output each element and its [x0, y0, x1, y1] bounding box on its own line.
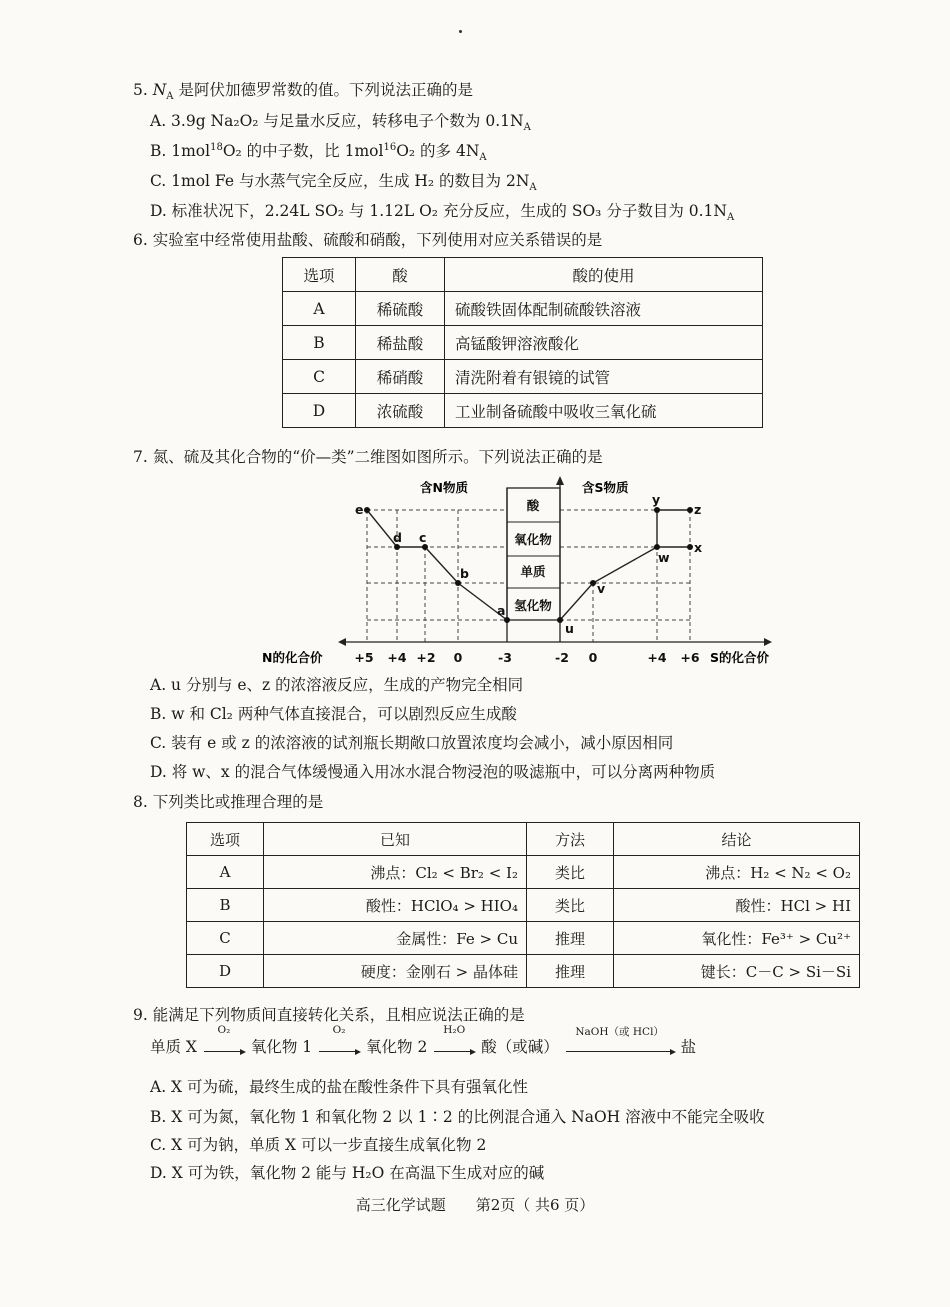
q8-table — [186, 822, 860, 988]
label-b: b — [460, 566, 469, 581]
point-y — [654, 507, 660, 513]
table-cell: D — [187, 955, 264, 988]
table-row — [283, 360, 763, 394]
q8-header-method: 方法 — [527, 823, 614, 856]
table-cell: 稀硫酸 — [356, 292, 445, 326]
table-row — [187, 856, 860, 889]
table-cell: C — [283, 360, 356, 394]
label-d: d — [393, 530, 402, 545]
n-axis-title: N的化合价 — [262, 650, 323, 665]
n-axis-arrow — [338, 638, 346, 646]
q8-header-option: 选项 — [187, 823, 264, 856]
label-c: c — [419, 530, 427, 545]
table-cell: 沸点：Cl₂ < Br₂ < I₂ — [264, 856, 527, 889]
s-axis-right-arrow — [764, 638, 772, 646]
point-z — [687, 507, 693, 513]
table-cell: B — [187, 889, 264, 922]
point-v — [590, 580, 596, 586]
arrow-o2-2 — [317, 1024, 361, 1056]
tick-s-0: 0 — [588, 650, 598, 665]
table-row — [187, 955, 860, 988]
label-a: a — [497, 603, 506, 618]
table-row — [187, 889, 860, 922]
q7-option-d: D. 将 w、x 的混合气体缓慢通入用冰水混合物浸泡的吸滤瓶中，可以分离两种物质 — [150, 763, 716, 781]
tick-n-plus4: +4 — [387, 650, 407, 665]
table-row — [283, 292, 763, 326]
table-cell: A — [283, 292, 356, 326]
table-cell: 沸点：H₂ < N₂ < O₂ — [614, 856, 860, 889]
q9-stem: 9. 能满足下列物质间直接转化关系，且相应说法正确的是 — [133, 1006, 525, 1024]
table-cell: 类比 — [527, 856, 614, 889]
arrow-h2o — [432, 1024, 476, 1056]
q7-option-a: A. u 分别与 e、z 的浓溶液反应，生成的产物完全相同 — [150, 676, 524, 694]
s-title: 含S物质 — [582, 480, 629, 495]
tick-n-minus3: -3 — [498, 650, 512, 665]
scan-dot — [459, 30, 462, 33]
label-e: e — [355, 502, 364, 517]
table-cell: 酸性：HCl > HI — [614, 889, 860, 922]
table-row — [187, 922, 860, 955]
table-cell: 工业制备硫酸中吸收三氧化硫 — [445, 394, 763, 428]
category-hydride: 氢化物 — [514, 598, 552, 613]
q9-option-c: C. X 可为钠，单质 X 可以一步直接生成氧化物 2 — [150, 1136, 487, 1154]
s-axis-title: S的化合价 — [710, 650, 770, 665]
s-axis-arrow — [556, 476, 564, 485]
conversion-equation — [150, 1024, 697, 1057]
point-e — [364, 507, 370, 513]
q5-option-b: B. 1mol$^{18}$O₂ 的中子数，比 1mol$^{16}$O₂ 的多 $4N_A$ — [150, 141, 487, 164]
arrow-o2-1 — [202, 1024, 246, 1056]
q8-header-known: 已知 — [264, 823, 527, 856]
label-y: y — [652, 492, 661, 507]
q9-option-a: A. X 可为硫，最终生成的盐在酸性条件下具有强氧化性 — [150, 1078, 529, 1096]
q6-header-option: 选项 — [283, 258, 356, 292]
q5-option-d: D. 标准状况下，2.24L SO₂ 与 1.12L O₂ 充分反应，生成的 SO₃ 分子数目为 $0.1N_A$ — [150, 202, 735, 224]
table-row — [283, 326, 763, 360]
q6-table — [282, 257, 763, 428]
table-cell: 类比 — [527, 889, 614, 922]
q5-option-c: C. 1mol Fe 与水蒸气完全反应，生成 H₂ 的数目为 $2N_A$ — [150, 172, 537, 194]
q7-stem: 7. 氮、硫及其化合物的“价—类”二维图如图所示。下列说法正确的是 — [133, 448, 603, 466]
tick-n-plus2: +2 — [416, 650, 436, 665]
tick-s-plus6: +6 — [680, 650, 700, 665]
label-z: z — [694, 502, 702, 517]
table-cell: 硫酸铁固体配制硫酸铁溶液 — [445, 292, 763, 326]
q9-option-d: D. X 可为铁，氧化物 2 能与 H₂O 在高温下生成对应的碱 — [150, 1164, 545, 1182]
q7-option-b: B. w 和 Cl₂ 两种气体直接混合，可以剧烈反应生成酸 — [150, 705, 517, 723]
valence-class-diagram — [220, 470, 790, 675]
arrow-label: H₂O — [443, 1024, 466, 1036]
n-grid — [367, 510, 507, 642]
table-cell: 氧化性：Fe³⁺ > Cu²⁺ — [614, 922, 860, 955]
table-cell: 推理 — [527, 922, 614, 955]
arrow-label: O₂ — [332, 1024, 346, 1036]
table-cell: 硬度：金刚石 > 晶体硅 — [264, 955, 527, 988]
point-u — [557, 617, 563, 623]
table-cell: C — [187, 922, 264, 955]
q8-stem: 8. 下列类比或推理合理的是 — [133, 793, 324, 811]
category-element: 单质 — [520, 564, 546, 579]
n-trend-line — [367, 510, 507, 620]
arrow-label: O₂ — [217, 1024, 231, 1036]
eq-salt: 盐 — [680, 1038, 697, 1056]
table-cell: 浓硫酸 — [356, 394, 445, 428]
arrow-naoh — [564, 1026, 676, 1056]
table-cell: 稀硝酸 — [356, 360, 445, 394]
q7-option-c: C. 装有 e 或 z 的浓溶液的试剂瓶长期敞口放置浓度均会减小，减小原因相同 — [150, 734, 674, 752]
table-cell: D — [283, 394, 356, 428]
point-x — [687, 544, 693, 550]
label-v: v — [597, 581, 606, 596]
table-cell: 键长：C－C > Si－Si — [614, 955, 860, 988]
tick-s-plus4: +4 — [647, 650, 667, 665]
table-cell: 金属性：Fe > Cu — [264, 922, 527, 955]
label-x: x — [694, 540, 703, 555]
n-title: 含N物质 — [420, 480, 468, 495]
q9-option-b: B. X 可为氮，氧化物 1 和氧化物 2 以 1∶2 的比例混合通入 NaOH 溶液中不能完全吸收 — [150, 1108, 765, 1126]
eq-acid: 酸（或碱） — [481, 1038, 559, 1056]
table-cell: A — [187, 856, 264, 889]
q5-stem: 5. $N_A$ 是阿伏加德罗常数的值。下列说法正确的是 — [133, 81, 473, 103]
q6-stem: 6. 实验室中经常使用盐酸、硫酸和硝酸，下列使用对应关系错误的是 — [133, 231, 603, 249]
s-grid — [560, 510, 690, 642]
q6-header-acid: 酸 — [356, 258, 445, 292]
eq-oxide-1: 氧化物 1 — [250, 1038, 313, 1056]
eq-oxide-2: 氧化物 2 — [366, 1038, 428, 1056]
table-cell: 清洗附着有银镜的试管 — [445, 360, 763, 394]
tick-s-minus2: -2 — [555, 650, 569, 665]
q8-header-conclusion: 结论 — [614, 823, 860, 856]
q5-option-a: A. 3.9g Na₂O₂ 与足量水反应，转移电子个数为 $0.1N_A$ — [150, 112, 531, 134]
tick-n-plus5: +5 — [354, 650, 374, 665]
eq-start: 单质 X — [150, 1038, 197, 1056]
table-row — [283, 394, 763, 428]
q6-header-use: 酸的使用 — [445, 258, 763, 292]
category-oxide: 氧化物 — [514, 532, 552, 547]
table-cell: 酸性：HClO₄ > HIO₄ — [264, 889, 527, 922]
category-acid: 酸 — [526, 498, 540, 513]
table-cell: 推理 — [527, 955, 614, 988]
label-u: u — [565, 621, 574, 636]
tick-n-0: 0 — [453, 650, 463, 665]
label-w: w — [658, 550, 670, 565]
table-cell: 高锰酸钾溶液酸化 — [445, 326, 763, 360]
table-cell: B — [283, 326, 356, 360]
table-cell: 稀盐酸 — [356, 326, 445, 360]
page-footer: 高三化学试题 第2页（ 共6 页） — [355, 1196, 595, 1214]
arrow-label: NaOH（或 HCl） — [575, 1026, 664, 1038]
